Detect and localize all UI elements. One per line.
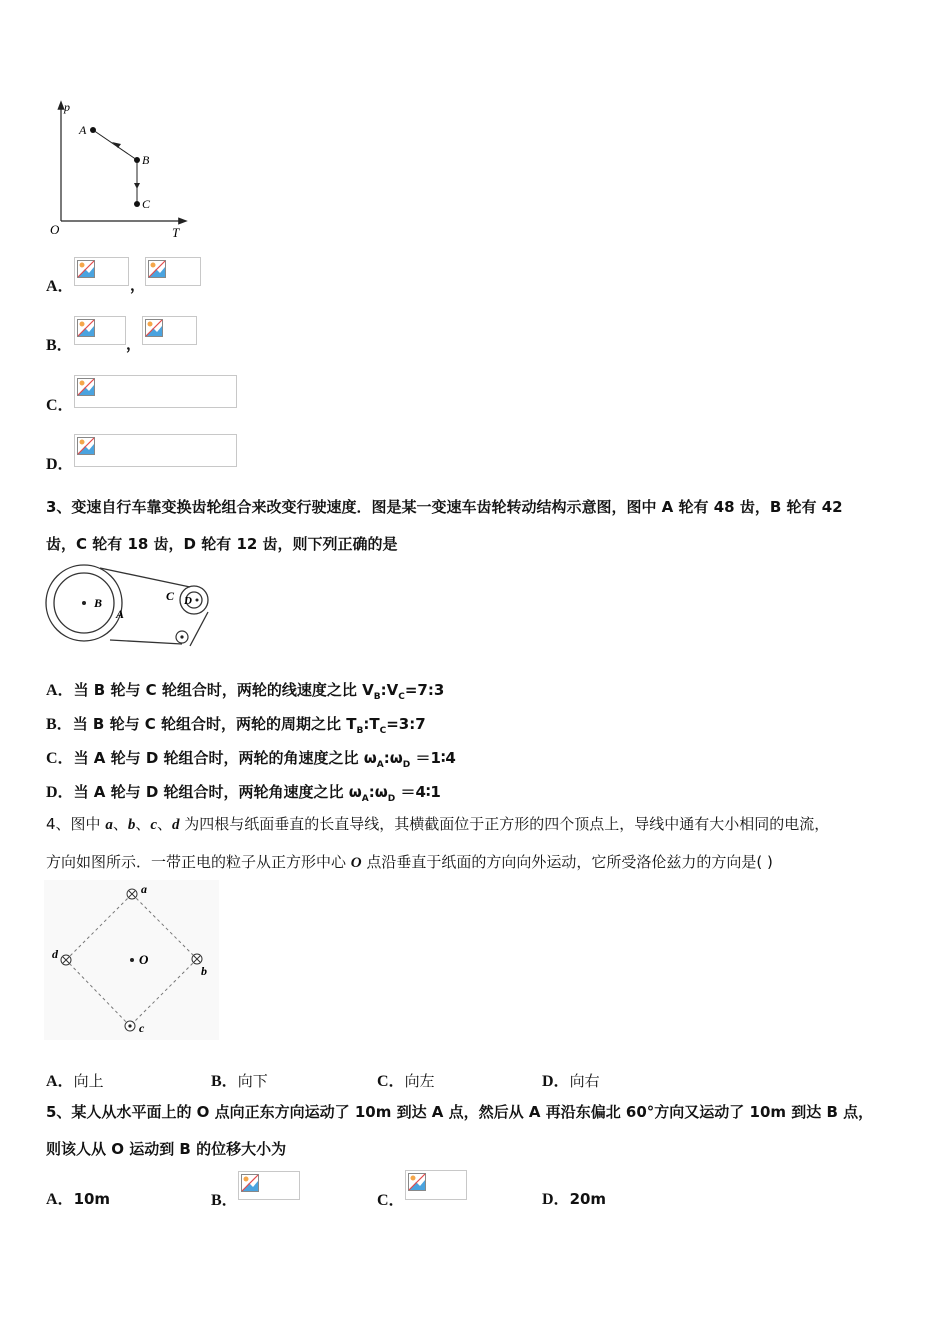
q2-option-a-image-1 <box>74 257 129 286</box>
broken-image-icon <box>77 319 95 337</box>
q4-option-c <box>377 1068 435 1091</box>
q5-option-a-text: 10m <box>73 1190 111 1208</box>
q3-option-d-sub-2: D <box>387 794 396 804</box>
q3-option-a-text-pre: 当 B 轮与 C 轮组合时，两轮的线速度之比 V <box>73 681 374 699</box>
q5-stem <box>46 1094 916 1168</box>
point-c-label: C <box>142 197 151 211</box>
center-point <box>130 958 134 962</box>
q4-option-d <box>542 1068 600 1091</box>
wire-b-into-page-icon <box>192 954 202 964</box>
q4-option-c-label: C． <box>377 1073 405 1090</box>
q2-option-d-image <box>74 434 237 467</box>
q4-wire-a-ref: a <box>105 817 113 833</box>
q3-option-c-text <box>73 749 456 770</box>
t-axis-label: T <box>172 225 180 240</box>
q4-line1-post: 为四根与纸面垂直的长直导线，其横截面位于正方形的四个顶点上，导线中通有大小相同的电流， <box>179 815 830 833</box>
q4-sep-1: 、 <box>112 815 128 833</box>
broken-image-icon <box>241 1174 259 1192</box>
q3-option-d-text-mid: :ω <box>368 783 388 801</box>
broken-image-icon <box>77 378 95 396</box>
q3-option-a-sub-2: C <box>398 692 405 702</box>
q2-option-d-label: D． <box>46 456 74 473</box>
q4-wire-d-ref: d <box>172 817 180 833</box>
q5-stem-line-1: 5、某人从水平面上的 O 点向正东方向运动了 10m 到达 A 点，然后从 A 再沿东偏北 60°方向又运动了 10m 到达 B 点， <box>46 1103 874 1121</box>
q2-option-a-separator: ， <box>130 276 146 294</box>
q3-option-b-sub-1: B <box>356 726 364 736</box>
point-b-label: B <box>142 153 150 167</box>
wire-d-label: d <box>52 947 58 961</box>
broken-image-icon <box>145 319 163 337</box>
q3-option-b-text-mid: :T <box>363 715 380 733</box>
wire-a-into-page-icon <box>127 889 137 899</box>
wire-c-label: c <box>139 1021 145 1035</box>
q3-option-a-text-post: =7:3 <box>404 681 445 699</box>
q3-option-a <box>46 677 444 702</box>
q3-stem-line-1: 3、变速自行车靠变换齿轮组合来改变行驶速度．图是某一变速车齿轮转动结构示意图，图中 A 轮有 48 齿，B 轮有 42 <box>46 498 843 516</box>
broken-image-icon <box>148 260 166 278</box>
q4-line2-pre: 方向如图所示．一带正电的粒子从正方形中心 <box>46 853 351 871</box>
q2-option-a-image-2 <box>145 257 201 286</box>
q5-option-d <box>542 1186 606 1209</box>
chain-bottom <box>110 640 182 644</box>
q3-option-b <box>46 711 426 736</box>
q4-option-a-text: 向上 <box>73 1072 104 1090</box>
q3-option-d-sub-1: A <box>361 794 369 804</box>
q5-option-c-label: C． <box>377 1192 405 1209</box>
q3-option-c-text-mid: :ω <box>383 749 403 767</box>
q3-option-c-text-post: ＝1∶4 <box>410 749 456 767</box>
q3-option-d-text-post: ＝4∶1 <box>395 783 441 801</box>
q3-stem-line-2: 齿，C 轮有 18 齿，D 轮有 12 齿，则下列正确的是 <box>46 535 398 553</box>
wire-c-out-of-page-icon <box>125 1021 135 1031</box>
q3-option-b-label: B． <box>46 716 73 733</box>
gear-d-label: D <box>184 595 192 607</box>
q3-option-d-text <box>73 783 441 804</box>
q3-option-b-text-post: =3:7 <box>386 715 426 733</box>
q3-option-a-text-mid: :V <box>380 681 399 699</box>
arrow-bc-icon <box>134 183 140 189</box>
q3-option-a-text <box>73 681 445 702</box>
wire-b-label: b <box>201 964 207 978</box>
wire-d-into-page-icon <box>61 955 71 965</box>
q4-sep-3: 、 <box>157 815 173 833</box>
q5-stem-line-2: 则该人从 O 运动到 B 的位移大小为 <box>46 1140 287 1158</box>
q3-stem <box>46 489 916 563</box>
broken-image-icon <box>408 1173 426 1191</box>
gear-diagram <box>40 560 220 650</box>
q4-stem <box>46 806 916 882</box>
q3-option-b-text-pre: 当 B 轮与 C 轮组合时，两轮的周期之比 T <box>72 715 357 733</box>
broken-image-icon <box>77 260 95 278</box>
gear-d-center <box>196 599 199 602</box>
point-a-label: A <box>79 123 87 137</box>
q4-center-o-ref: O <box>350 855 362 871</box>
chain-side <box>190 612 208 646</box>
q4-option-b-text: 向下 <box>237 1072 268 1090</box>
q4-option-d-label: D． <box>542 1073 570 1090</box>
point-b <box>134 157 140 163</box>
q3-option-c-sub-1: A <box>376 760 384 770</box>
q4-line2-post: 点沿垂直于纸面的方向向外运动，它所受洛伦兹力的方向是( ) <box>361 853 773 871</box>
q4-line1-pre: 4、图中 <box>46 815 106 833</box>
broken-image-icon <box>77 437 95 455</box>
q3-option-c <box>46 745 456 770</box>
origin-label: O <box>50 222 60 237</box>
point-a <box>90 127 96 133</box>
q3-option-d-text-pre: 当 A 轮与 D 轮组合时，两轮角速度之比 ω <box>73 783 362 801</box>
q5-option-a-label: A． <box>46 1191 74 1208</box>
q3-option-b-text <box>72 715 426 736</box>
small-wheel-center <box>180 635 183 638</box>
q3-option-c-text-pre: 当 A 轮与 D 轮组合时，两轮的角速度之比 ω <box>73 749 377 767</box>
q4-option-d-text: 向右 <box>569 1072 600 1090</box>
q3-option-c-label: C． <box>46 750 74 767</box>
q4-wire-c-ref: c <box>150 817 158 833</box>
q3-option-d <box>46 779 441 804</box>
wire-square-diagram <box>44 880 219 1040</box>
wire-a-label: a <box>141 882 147 896</box>
q4-wire-b-ref: b <box>127 817 136 833</box>
q4-option-a-label: A． <box>46 1073 74 1090</box>
q5-option-b-label: B． <box>211 1192 238 1209</box>
q2-option-b-separator: ， <box>126 335 142 353</box>
q4-option-a <box>46 1068 104 1091</box>
gear-b-label: B <box>94 596 103 610</box>
q4-sep-2: 、 <box>135 815 151 833</box>
q3-option-a-sub-1: B <box>373 692 381 702</box>
p-axis-label: p <box>64 100 70 114</box>
q2-option-b-label: B． <box>46 337 73 354</box>
q5-option-c-image <box>405 1170 467 1200</box>
q4-stem-line-2 <box>46 844 916 882</box>
q4-stem-line-1 <box>46 806 916 844</box>
q2-option-b-image-2 <box>142 316 197 345</box>
q5-option-b-image <box>238 1171 300 1200</box>
chain-top <box>100 568 190 587</box>
center-o-label: O <box>139 952 149 967</box>
q5-option-a <box>46 1186 110 1209</box>
q3-option-d-label: D． <box>46 784 74 801</box>
q5-option-d-label: D． <box>542 1191 570 1208</box>
q2-option-c-image <box>74 375 237 408</box>
pt-graph <box>40 95 200 245</box>
arrow-ab-icon <box>112 142 121 148</box>
q4-option-b <box>211 1068 268 1091</box>
q5-option-d-text: 20m <box>569 1190 607 1208</box>
q3-option-a-label: A． <box>46 682 74 699</box>
q2-option-c-label: C． <box>46 397 74 414</box>
q2-option-b-image-1 <box>74 316 126 345</box>
gear-b-center <box>82 601 86 605</box>
point-c <box>134 201 140 207</box>
q3-option-b-sub-2: C <box>379 726 387 736</box>
q4-option-c-text: 向左 <box>404 1072 435 1090</box>
q3-option-c-sub-2: D <box>402 760 411 770</box>
q2-option-a-label: A． <box>46 278 74 295</box>
q4-option-b-label: B． <box>211 1073 238 1090</box>
gear-c-label: C <box>166 589 175 603</box>
gear-a-label: A <box>116 607 125 621</box>
